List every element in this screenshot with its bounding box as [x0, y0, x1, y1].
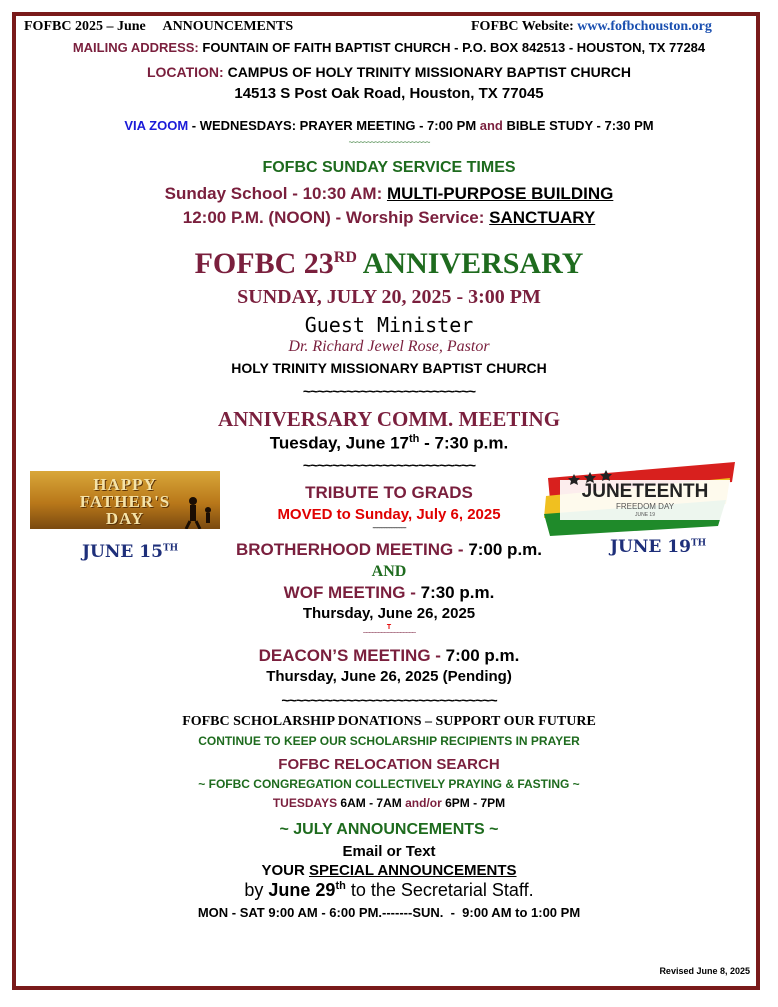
- worship-time: 12:00 P.M. (NOON) - Worship Service:: [182, 208, 490, 227]
- anniversary-title-a: FOFBC 23: [194, 247, 334, 280]
- worship-place: SANCTUARY: [489, 208, 596, 227]
- divider-1: ~~~~~~~~~~~~~~~~~~~~~~~~: [302, 383, 476, 399]
- website-link[interactable]: www.fofbchouston.org: [577, 19, 712, 34]
- guest-minister-name: Dr. Richard Jewel Rose, Pastor: [288, 338, 490, 355]
- divider-3: ~~~~~~~~~~~~~~~~~~~~~~~~~~~~~~: [281, 692, 497, 708]
- tuesdays-label: TUESDAYS: [272, 796, 338, 810]
- juneteenth-date-text: JUNE 19: [610, 537, 691, 557]
- wof-date: Thursday, June 26, 2025: [302, 605, 476, 622]
- meetings-and: AND: [371, 563, 407, 580]
- t-mark: T: [386, 624, 392, 631]
- july-line-3b: June 29: [268, 880, 336, 900]
- wof-label: WOF MEETING -: [283, 583, 421, 602]
- time-1: 6AM - 7AM: [337, 796, 406, 810]
- anniversary-title-b: ANNIVERSARY: [356, 247, 584, 280]
- divider-2: ~~~~~~~~~~~~~~~~~~~~~~~~: [302, 457, 476, 473]
- deacon-meeting: [0, 646, 778, 666]
- july-line-3-sup: th: [335, 880, 346, 892]
- location-text: CAMPUS OF HOLY TRINITY MISSIONARY BAPTIST CHURCH: [227, 64, 632, 80]
- zoom-line: [0, 118, 778, 133]
- relocation-sub: ~ FOFBC CONGREGATION COLLECTIVELY PRAYING & FASTING ~: [198, 777, 580, 791]
- brotherhood-time: 7:00 p.m.: [468, 540, 543, 559]
- scholarship-sub: CONTINUE TO KEEP OUR SCHOLARSHIP RECIPIENTS IN PRAYER: [198, 734, 580, 748]
- juneteenth-date-sup: TH: [690, 538, 707, 549]
- juneteenth-title: JUNETEENTH: [581, 481, 709, 502]
- worship-service: [0, 208, 778, 228]
- july-heading: ~ JULY ANNOUNCEMENTS ~: [279, 821, 499, 838]
- july-line-3a: by: [244, 880, 269, 900]
- andor-label: and/or: [405, 796, 442, 810]
- tribute-moved: MOVED to Sunday, July 6, 2025: [277, 506, 501, 523]
- brotherhood-label: BROTHERHOOD MEETING -: [235, 540, 469, 559]
- mailing-address: [0, 40, 778, 55]
- service-heading: FOFBC SUNDAY SERVICE TIMES: [262, 159, 516, 176]
- zoom-divider: ~~~~~~~~~~~~~~~~~~~~~~: [348, 138, 430, 147]
- anniversary-date: SUNDAY, JULY 20, 2025 - 3:00 PM: [237, 286, 541, 308]
- comm-meeting-date: [0, 433, 778, 454]
- revised-date: Revised June 8, 2025: [659, 966, 750, 976]
- comm-meeting: ANNIVERSARY COMM. MEETING: [217, 407, 561, 431]
- july-line-2: [0, 862, 778, 879]
- zoom-part2: BIBLE STUDY - 7:30 PM: [502, 118, 654, 133]
- sunday-school-time: Sunday School - 10:30 AM:: [164, 184, 387, 203]
- july-line-2a: YOUR: [261, 862, 309, 879]
- comm-date-sup: th: [409, 433, 420, 445]
- anniversary-title: [0, 247, 778, 281]
- mailing-text: FOUNTAIN OF FAITH BAPTIST CHURCH - P.O. BOX 842513 - HOUSTON, TX 77284: [202, 40, 706, 55]
- brotherhood-meeting: [0, 540, 778, 560]
- deacon-date: Thursday, June 26, 2025 (Pending): [266, 668, 512, 685]
- july-line-3c: to the Secretarial Staff.: [345, 880, 534, 900]
- deacon-time: 7:00 p.m.: [445, 646, 520, 665]
- mailing-label: MAILING ADDRESS:: [72, 40, 199, 55]
- tribute-heading: TRIBUTE TO GRADS: [305, 483, 473, 502]
- office-hours: MON - SAT 9:00 AM - 6:00 PM.-------SUN. - 9:00 AM to 1:00 PM: [197, 905, 581, 920]
- tribute-divider: --------------------: [372, 523, 406, 532]
- comm-date-a: Tuesday, June 17: [269, 433, 409, 453]
- relocation-heading: FOFBC RELOCATION SEARCH: [278, 756, 500, 773]
- guest-church: HOLY TRINITY MISSIONARY BAPTIST CHURCH: [231, 360, 547, 376]
- deacon-label: DEACON’S MEETING -: [258, 646, 446, 665]
- website-label: FOFBC Website:: [471, 19, 574, 34]
- small-divider: ~~~~~~~~~~~~~~~~~: [362, 630, 416, 637]
- zoom-label: VIA ZOOM: [124, 118, 189, 133]
- guest-minister-label: Guest Minister: [304, 313, 474, 337]
- wof-time: 7:30 p.m.: [420, 583, 495, 602]
- wof-meeting: [0, 583, 778, 603]
- juneteenth-sub: FREEDOM DAY: [615, 502, 675, 511]
- sunday-school: [0, 184, 778, 204]
- fathers-day-image-text: HAPPY FATHER'S DAY: [79, 475, 171, 528]
- zoom-part1: - WEDNESDAYS: PRAYER MEETING - 7:00 PM: [188, 118, 480, 133]
- relocation-times: [0, 796, 778, 810]
- july-line-2b: SPECIAL ANNOUNCEMENTS: [308, 862, 517, 879]
- header-title: FOFBC 2025 – June ANNOUNCEMENTS: [24, 19, 294, 34]
- comm-date-b: - 7:30 p.m.: [419, 433, 509, 453]
- header-website: [471, 19, 712, 35]
- sunday-school-place: MULTI-PURPOSE BUILDING: [386, 184, 614, 203]
- fathers-day-date-sup: TH: [162, 543, 179, 554]
- location-label: LOCATION:: [146, 64, 224, 80]
- july-line-1: Email or Text: [342, 843, 436, 860]
- anniversary-title-sup: RD: [333, 249, 357, 266]
- location: [0, 64, 778, 80]
- location-address: 14513 S Post Oak Road, Houston, TX 77045: [234, 85, 544, 102]
- zoom-and: and: [479, 118, 503, 133]
- time-2: 6PM - 7PM: [441, 796, 506, 810]
- fathers-day-date-text: JUNE 15: [82, 542, 163, 562]
- scholarship-heading: FOFBC SCHOLARSHIP DONATIONS – SUPPORT OUR FUTURE: [182, 714, 596, 729]
- july-line-3: [0, 880, 778, 901]
- juneteenth-small: JUNE 19: [634, 512, 655, 518]
